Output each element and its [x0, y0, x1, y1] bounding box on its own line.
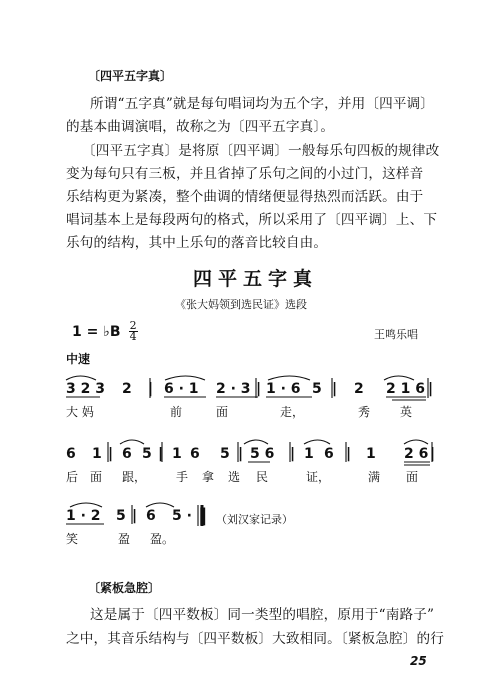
note: 2 · 3 [216, 381, 251, 397]
note: 6 [190, 446, 200, 462]
note: 5 [142, 446, 152, 462]
paragraph-line: 变为每句只有三板，并且省掉了乐句之间的小过门，这样音 [66, 166, 424, 182]
lyric: 选 [228, 470, 241, 484]
section-heading: 〔四平五字真〕 [88, 69, 173, 83]
song-subtitle: 《张大妈领到选民证》选段 [175, 298, 307, 311]
note: 5 · [172, 508, 192, 524]
paragraph-line: 所谓“五字真”就是每句唱词均为五个字，并用〔四平调〕 [90, 96, 435, 112]
barline: | [332, 381, 338, 397]
note: 2 [122, 381, 132, 397]
page-number: 25 [410, 654, 427, 668]
lyric: 满 [368, 470, 381, 484]
slur [384, 376, 414, 380]
note: 5 [116, 508, 126, 524]
barline: | [430, 446, 436, 462]
paragraph-line: 乐结构更为紧凑，整个曲调的情绪便显得热烈而活跃。由于 [66, 189, 424, 205]
barline: | [346, 446, 352, 462]
barline: | [290, 446, 296, 462]
barline: | [132, 508, 138, 524]
slur [404, 440, 428, 444]
lyric: 走， [280, 405, 305, 419]
transcriber-credit: （刘汉家记录） [216, 513, 293, 526]
barline: | [256, 381, 262, 397]
note: 1 · 2 [66, 508, 101, 524]
note: 1 [92, 446, 102, 462]
note: 5 6 [250, 446, 275, 462]
meter-top: 2 [129, 319, 137, 332]
slur [244, 440, 268, 444]
lyric: 笑 [66, 532, 79, 546]
paragraph-line: 这是属于〔四平数板〕同一类型的唱腔，原用于“南路子” [90, 607, 435, 623]
lyric: 证， [306, 470, 331, 484]
lyric: 手 [176, 470, 189, 484]
slur [70, 503, 102, 507]
lyric: 拿 [202, 470, 215, 484]
paragraph-line: 之中，其音乐结构与〔四平数板〕大致相同。〔紧板急腔〕的行 [66, 631, 445, 647]
lyric: 民 [256, 470, 269, 484]
barline: | [148, 381, 154, 397]
lyric: 跟， [122, 470, 147, 484]
note: 5 [220, 446, 230, 462]
slur [268, 376, 310, 380]
slur [304, 440, 330, 444]
paragraph-line: 的基本曲调演唱，故称之为〔四平五字真〕。 [66, 119, 335, 135]
lyric: 大 妈 [66, 405, 94, 419]
note: 1 [172, 446, 182, 462]
slur [146, 503, 174, 507]
song-title: 四平五字真 [193, 268, 319, 290]
paragraph-line: 〔四平五字真〕是将原〔四平调〕一般每乐句四板的规律改 [82, 143, 440, 159]
note: 2 1 6 [386, 381, 425, 397]
lyric: 英 [400, 405, 413, 419]
section-heading: 〔紧板急腔〕 [88, 581, 161, 595]
lyric: 前 [170, 405, 183, 419]
note: 2 [354, 381, 364, 397]
note: 6 [146, 508, 156, 524]
lyric: 盈。 [150, 532, 175, 546]
lyric: 秀 [358, 405, 371, 419]
singer-credit: 王鸣乐唱 [374, 328, 418, 341]
note: 3 2 3 [66, 381, 105, 397]
paragraph-line: 乐句的结构，其中上乐句的落音比较自由。 [66, 235, 328, 251]
final-barline: ‖ [198, 505, 207, 526]
slur [120, 440, 144, 444]
slur [165, 376, 205, 380]
meter-bottom: 4 [129, 330, 137, 343]
note: 6 [122, 446, 132, 462]
note: 5 [312, 381, 322, 397]
note: 6 [66, 446, 76, 462]
note: 1 [304, 446, 314, 462]
lyric: 面 [216, 405, 229, 419]
note: 6 [324, 446, 334, 462]
lyric: 盈 [118, 532, 131, 546]
barline: | [158, 446, 164, 462]
tempo-marking: 中速 [66, 352, 91, 366]
paragraph-line: 唱词基本上是每段两句的格式，所以采用了〔四平调〕上、下 [66, 212, 438, 228]
lyric: 面 [406, 470, 419, 484]
note: 1 · 6 [266, 381, 301, 397]
barline: | [238, 446, 244, 462]
slur [66, 376, 96, 380]
lyric: 后 [66, 470, 79, 484]
note: 1 [366, 446, 376, 462]
note: 2 6 [404, 446, 429, 462]
key-text: 1 = ♭B [72, 324, 121, 340]
lyric: 面 [90, 470, 103, 484]
barline: | [108, 446, 114, 462]
note: 6 · 1 [164, 381, 199, 397]
barline: | [428, 381, 434, 397]
